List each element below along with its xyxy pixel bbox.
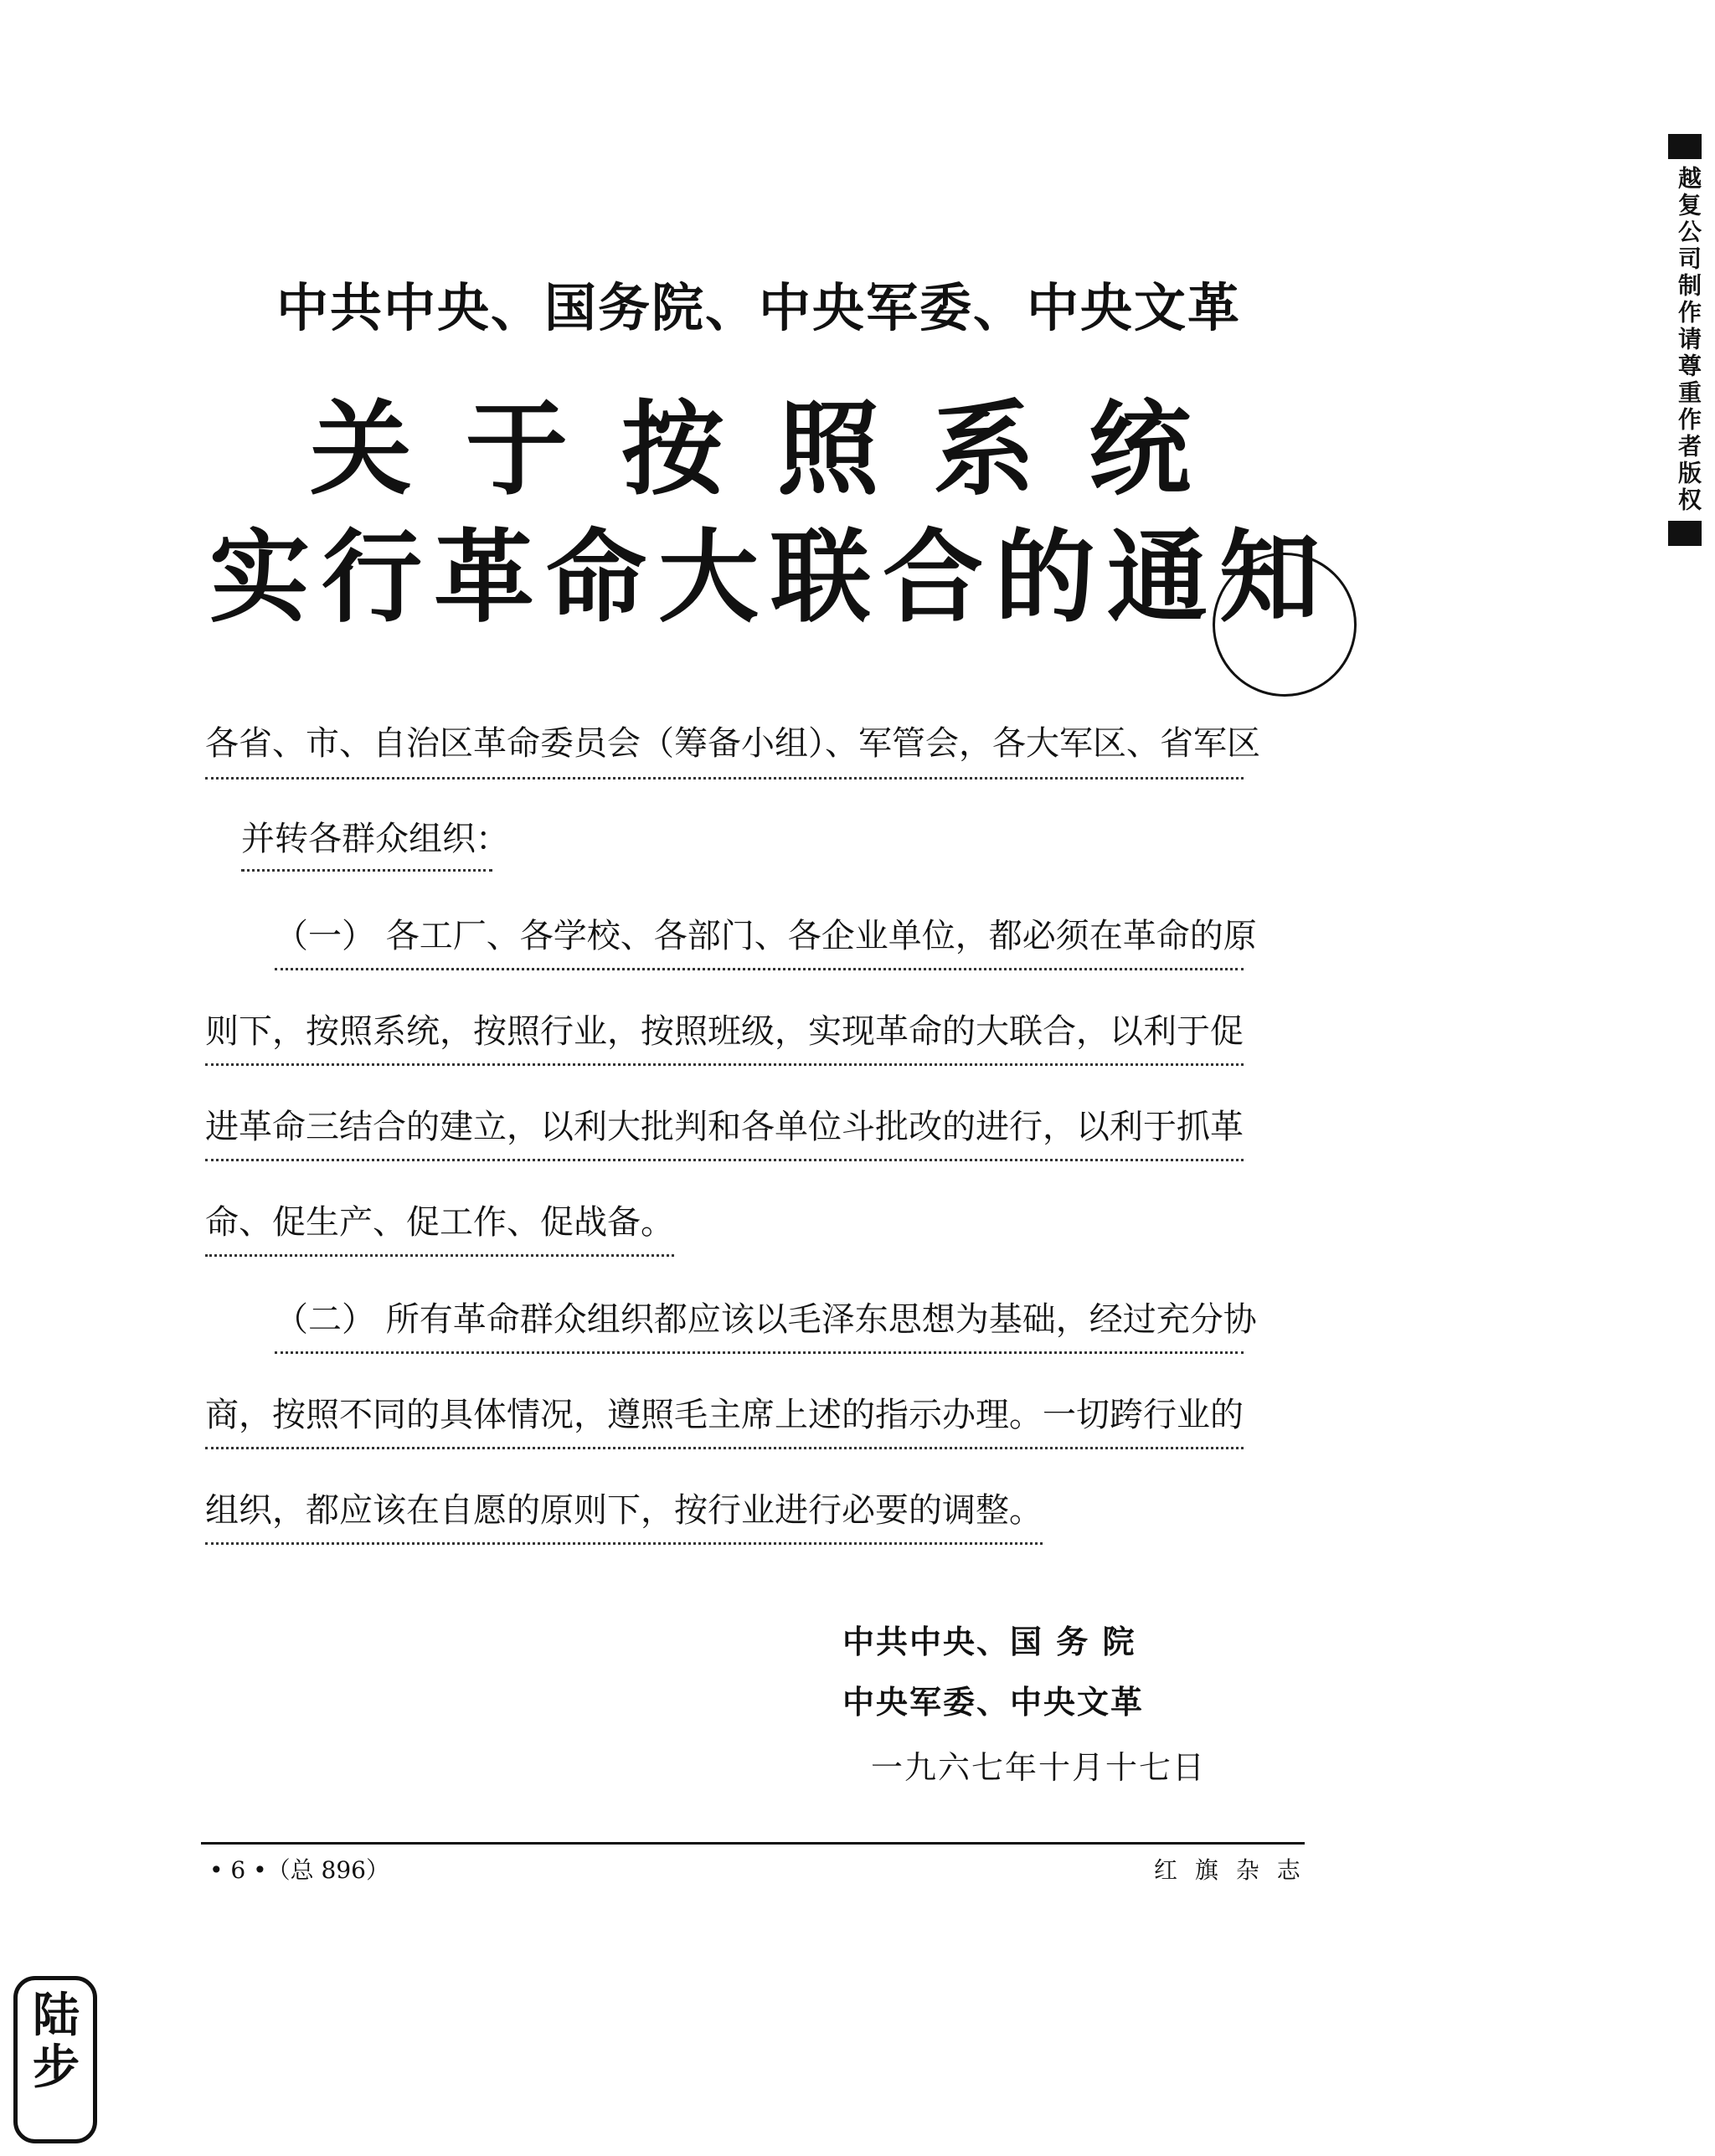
issuer-heading: 中共中央、国务院、中央军委、中央文革: [276, 277, 1242, 338]
addressee-line-1: 各省、市、自治区革命委员会（筹备小组）、军管会，各大军区、省军区: [205, 724, 1260, 763]
dotted-underline: [275, 1351, 1244, 1354]
issue-date: 一九六七年十月十七日: [871, 1749, 1207, 1786]
circle-mark: [1213, 553, 1357, 697]
copyright-sidebar: [1668, 134, 1705, 546]
dotted-underline: [205, 1447, 1244, 1449]
para2-line-3: 组织，都应该在自愿的原则下，按行业进行必要的调整。: [205, 1491, 1043, 1530]
para1-line-1: （一） 各工厂、各学校、各部门、各企业单位，都必须在革命的原: [275, 917, 1257, 955]
title-line-2: 实行革命大联合的通知: [209, 518, 1331, 636]
dotted-underline: [205, 1542, 1043, 1545]
seal-text: 陆步: [33, 1988, 80, 2095]
title-line-1: 关于按照系统: [310, 388, 1244, 509]
dotted-underline: [205, 1063, 1244, 1066]
signatory-2: 中央军委、中央文革: [842, 1684, 1145, 1721]
sidebar-bottom-bar: [1668, 521, 1702, 546]
signatory-1: 中共中央、国 务 院: [842, 1623, 1136, 1660]
dotted-underline: [241, 869, 492, 872]
dotted-underline: [205, 1159, 1244, 1161]
dotted-underline: [205, 777, 1244, 780]
para1-line-3: 进革命三结合的建立，以利大批判和各单位斗批改的进行，以利于抓革: [205, 1108, 1244, 1146]
footer-journal-name: 红 旗 杂 志: [1154, 1856, 1306, 1884]
seal-stamp: [13, 1976, 97, 2143]
sidebar-copyright-text: 越复公司制作请尊重作者版权: [1675, 166, 1702, 514]
sidebar-top-bar: [1668, 134, 1702, 159]
dotted-underline: [205, 1254, 674, 1257]
footer-page-number: • 6 •（总 896）: [209, 1856, 389, 1884]
para1-line-2: 则下，按照系统，按照行业，按照班级，实现革命的大联合，以利于促: [205, 1012, 1244, 1051]
para2-line-2: 商，按照不同的具体情况，遵照毛主席上述的指示办理。一切跨行业的: [205, 1396, 1244, 1434]
dotted-underline: [275, 968, 1244, 970]
footer-rule: [201, 1842, 1305, 1845]
para1-line-4: 命、促生产、促工作、促战备。: [205, 1203, 674, 1242]
para2-line-1: （二） 所有革命群众组织都应该以毛泽东思想为基础，经过充分协: [275, 1300, 1257, 1339]
addressee-line-2: 并转各群众组织：: [241, 820, 509, 858]
